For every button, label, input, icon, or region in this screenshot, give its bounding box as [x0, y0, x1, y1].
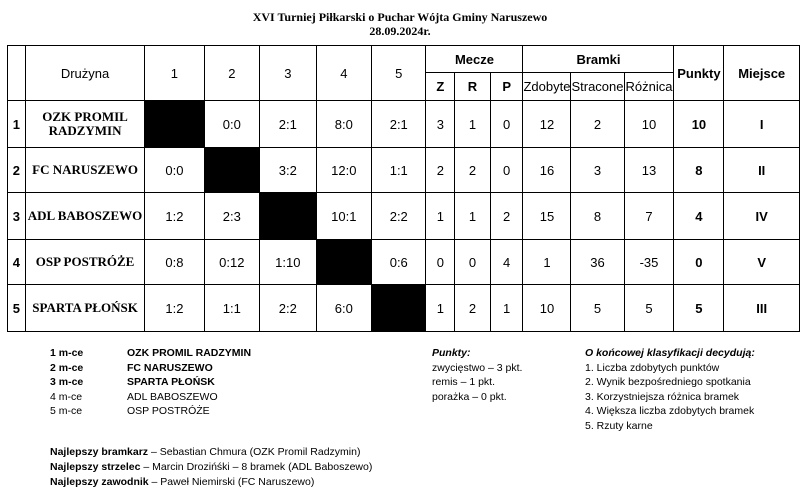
- award-player: [50, 475, 372, 490]
- place: II: [724, 148, 800, 193]
- header-z: Z: [426, 73, 455, 101]
- wins: 3: [426, 101, 455, 148]
- award-value: – Sebastian Chmura (OZK Promil Radzymin): [148, 446, 361, 458]
- award-value: – Paweł Niemirski (FC Naruszewo): [148, 476, 315, 488]
- points-line: remis – 1 pkt.: [432, 376, 496, 388]
- draws: 0: [455, 240, 491, 285]
- points: 0: [674, 240, 724, 285]
- match-score: 1:1: [204, 285, 260, 332]
- draws: 2: [455, 148, 491, 193]
- match-score: 8:0: [316, 101, 372, 148]
- goals-conceded: 5: [571, 285, 624, 332]
- header-col-2: 2: [204, 46, 260, 101]
- goal-difference: -35: [624, 240, 674, 285]
- wins: 1: [426, 193, 455, 240]
- standing-row: [50, 404, 251, 419]
- classification-item: 4. Większa liczba zdobytych bramek: [585, 405, 755, 417]
- header-team: Drużyna: [25, 46, 144, 101]
- points: 5: [674, 285, 724, 332]
- goals-scored: 12: [523, 101, 571, 148]
- table-row: [8, 285, 800, 332]
- match-score: 12:0: [316, 148, 372, 193]
- header-miejsce: Miejsce: [724, 46, 800, 101]
- standing-position: 4 m-ce: [50, 390, 83, 403]
- results-table: [7, 45, 800, 332]
- header-punkty: Punkty: [674, 46, 724, 101]
- header-stracone: Stracone: [571, 73, 624, 101]
- match-score: 0:8: [145, 240, 204, 285]
- losses: 0: [490, 101, 523, 148]
- goals-scored: 15: [523, 193, 571, 240]
- wins: 1: [426, 285, 455, 332]
- standing-team: SPARTA PŁOŃSK: [127, 376, 215, 388]
- classification-item: 5. Rzuty karne: [585, 419, 653, 432]
- table-row: [8, 101, 800, 148]
- self-match-cell: [145, 101, 204, 148]
- match-score: 1:1: [372, 148, 426, 193]
- match-score: 2:3: [204, 193, 260, 240]
- team-name: SPARTA PŁOŃSK: [25, 285, 144, 332]
- match-score: 2:1: [260, 101, 316, 148]
- classification-item: 3. Korzystniejsza różnica bramek: [585, 390, 740, 403]
- award-goalkeeper: [50, 445, 372, 460]
- match-score: 2:2: [372, 193, 426, 240]
- standing-position: 1 m-ce: [50, 347, 84, 359]
- wins: 0: [426, 240, 455, 285]
- header-roznica: Różnica: [624, 73, 674, 101]
- self-match-cell: [204, 148, 260, 193]
- table-row: [8, 240, 800, 285]
- goal-difference: 10: [624, 101, 674, 148]
- standing-team: OZK PROMIL RADZYMIN: [127, 347, 252, 359]
- goals-conceded: 3: [571, 148, 624, 193]
- points-line: zwycięstwo – 3 pkt.: [432, 361, 523, 374]
- header-p: P: [490, 73, 523, 101]
- standing-position: 5 m-ce: [50, 405, 83, 417]
- draws: 1: [455, 101, 491, 148]
- title-line: XVI Turniej Piłkarski o Puchar Wójta Gminy Naruszewo: [252, 10, 548, 24]
- match-score: 3:2: [260, 148, 316, 193]
- standing-position: 3 m-ce: [50, 376, 84, 388]
- awards: [50, 445, 372, 490]
- place: I: [724, 101, 800, 148]
- table-row: [8, 193, 800, 240]
- self-match-cell: [372, 285, 426, 332]
- self-match-cell: [316, 240, 372, 285]
- award-value: – Marcin Drozińśki – 8 bramek (ADL Baboszewo): [140, 461, 373, 473]
- header-blank: [8, 46, 26, 101]
- match-score: 0:0: [204, 101, 260, 148]
- goal-difference: 13: [624, 148, 674, 193]
- points-line: porażka – 0 pkt.: [432, 390, 507, 403]
- date-line: 28.09.2024r.: [369, 24, 431, 38]
- classification-title: O końcowej klasyfikacji decydują:: [585, 347, 755, 359]
- award-label: Najlepszy zawodnik: [50, 476, 149, 488]
- match-score: 2:2: [260, 285, 316, 332]
- header-col-4: 4: [316, 46, 372, 101]
- standing-team: ADL BABOSZEWO: [127, 390, 218, 403]
- points: 10: [674, 101, 724, 148]
- goal-difference: 5: [624, 285, 674, 332]
- table-row: [8, 148, 800, 193]
- row-number: 2: [8, 148, 26, 193]
- classification-item: 2. Wynik bezpośredniego spotkania: [585, 376, 751, 388]
- losses: 2: [490, 193, 523, 240]
- header-mecze: Mecze: [426, 46, 523, 73]
- points-rules: [432, 346, 522, 404]
- standing-row: [50, 390, 251, 405]
- losses: 4: [490, 240, 523, 285]
- points: 4: [674, 193, 724, 240]
- place: IV: [724, 193, 800, 240]
- award-label: Najlepszy bramkarz: [50, 446, 149, 458]
- draws: 1: [455, 193, 491, 240]
- team-name: FC NARUSZEWO: [25, 148, 144, 193]
- goal-difference: 7: [624, 193, 674, 240]
- header-r: R: [455, 73, 491, 101]
- team-name: OZK PROMIL RADZYMIN: [25, 101, 144, 148]
- goals-conceded: 2: [571, 101, 624, 148]
- match-score: 0:12: [204, 240, 260, 285]
- goals-scored: 1: [523, 240, 571, 285]
- match-score: 1:10: [260, 240, 316, 285]
- match-score: 2:1: [372, 101, 426, 148]
- place: V: [724, 240, 800, 285]
- header-zdobyte: Zdobyte: [523, 73, 571, 101]
- final-standings: [50, 346, 251, 419]
- standing-row: [50, 346, 251, 361]
- standing-team: FC NARUSZEWO: [127, 361, 213, 374]
- row-number: 3: [8, 193, 26, 240]
- classification-rules: [585, 346, 755, 433]
- match-score: 10:1: [316, 193, 372, 240]
- team-name: ADL BABOSZEWO: [25, 193, 144, 240]
- tournament-title: [0, 10, 800, 38]
- header-bramki: Bramki: [523, 46, 674, 73]
- goals-scored: 10: [523, 285, 571, 332]
- award-scorer: [50, 460, 372, 475]
- wins: 2: [426, 148, 455, 193]
- place: III: [724, 285, 800, 332]
- classification-item: 1. Liczba zdobytych punktów: [585, 361, 720, 374]
- draws: 2: [455, 285, 491, 332]
- header-col-3: 3: [260, 46, 316, 101]
- losses: 1: [490, 285, 523, 332]
- standing-row: [50, 375, 251, 390]
- standing-position: 2 m-ce: [50, 361, 84, 374]
- goals-conceded: 36: [571, 240, 624, 285]
- match-score: 1:2: [145, 193, 204, 240]
- goals-conceded: 8: [571, 193, 624, 240]
- points-title: Punkty:: [432, 347, 471, 359]
- header-col-5: 5: [372, 46, 426, 101]
- team-name: OSP POSTRÓŻE: [25, 240, 144, 285]
- match-score: 0:0: [145, 148, 204, 193]
- self-match-cell: [260, 193, 316, 240]
- standing-row: [50, 361, 251, 376]
- losses: 0: [490, 148, 523, 193]
- row-number: 5: [8, 285, 26, 332]
- row-number: 1: [8, 101, 26, 148]
- match-score: 0:6: [372, 240, 426, 285]
- match-score: 6:0: [316, 285, 372, 332]
- match-score: 1:2: [145, 285, 204, 332]
- header-col-1: 1: [145, 46, 204, 101]
- award-label: Najlepszy strzelec: [50, 461, 141, 473]
- points: 8: [674, 148, 724, 193]
- row-number: 4: [8, 240, 26, 285]
- goals-scored: 16: [523, 148, 571, 193]
- standing-team: OSP POSTRÓŻE: [127, 405, 210, 417]
